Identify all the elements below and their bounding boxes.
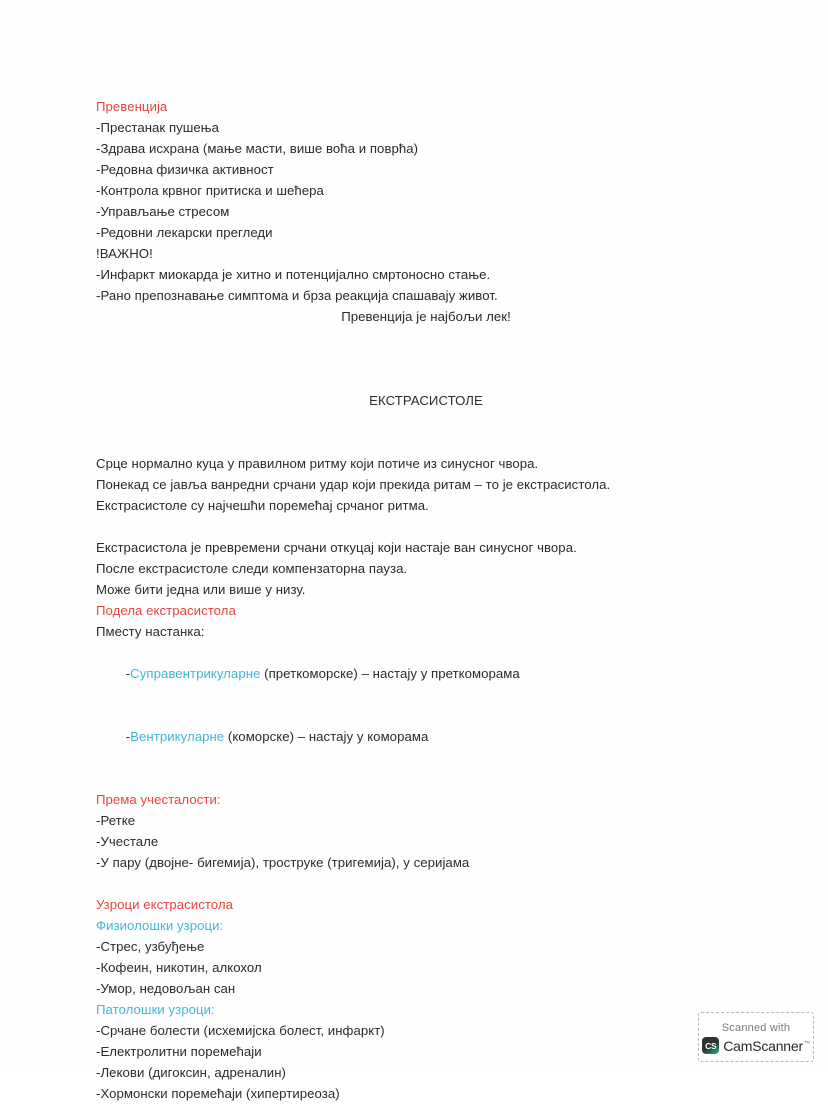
- list-item: -У пару (двојне- бигемија), трострукe (тригемија), у серијама: [96, 855, 470, 870]
- section-ekstrasistole-intro: [96, 453, 756, 516]
- trademark-icon: ™: [803, 1040, 810, 1047]
- paragraph-line: Може бити једна или више у низу.: [96, 582, 306, 597]
- paragraph-line: Екстрасистоле су најчешћи поремећај срчаног ритма.: [96, 498, 429, 513]
- section-spacer: [96, 516, 756, 537]
- subsection-heading: Патолошки узроци:: [96, 1002, 215, 1017]
- watermark-brand-row: [702, 1037, 810, 1054]
- list-item: -Умор, недовољан сан: [96, 981, 236, 996]
- document-body: [96, 96, 756, 1104]
- page-title: ЕКСТРАСИСТОЛЕ: [369, 393, 483, 408]
- list-item: -Хормонски поремећаји (хипертиреоза): [96, 1086, 340, 1101]
- closing-slogan: Превенција је најбољи лек!: [341, 309, 511, 324]
- section-heading: Узроци екстрасистола: [96, 897, 234, 912]
- term-highlight: Суправентрикуларне: [130, 666, 261, 681]
- list-item: -Лекови (дигоксин, адреналин): [96, 1065, 286, 1080]
- list-item: [96, 642, 756, 705]
- term-highlight: Вентрикуларне: [130, 729, 225, 744]
- watermark-brand-text: CamScanner: [723, 1037, 803, 1054]
- subsection-heading: Физиолошки узроци:: [96, 918, 224, 933]
- list-item: -Инфаркт миокарда је хитно и потенцијално смртоносно стање.: [96, 267, 491, 282]
- list-item: -Учестале: [96, 834, 159, 849]
- section-ekstrasistole-title: [96, 390, 756, 411]
- list-item: -Редовна физичка активност: [96, 162, 274, 177]
- camscanner-logo-icon: CS: [702, 1037, 719, 1054]
- watermark-scanned-with-label: Scanned with: [721, 1022, 791, 1034]
- list-item: [96, 705, 756, 768]
- section-heading: Превенција: [96, 99, 168, 114]
- list-item: -Кофеин, никотин, алкохол: [96, 960, 262, 975]
- section-spacer: [96, 768, 756, 789]
- paragraph-line: Понекад се јавља ванредни срчани удар који прекида ритам – то је екстрасистола.: [96, 477, 611, 492]
- section-heading: Према учесталости:: [96, 792, 221, 807]
- section-ucestalost: [96, 789, 756, 873]
- list-item: -Рано препознавање симптома и брза реакција спашавају живот.: [96, 288, 498, 303]
- section-prevencija: [96, 96, 756, 327]
- section-spacer: [96, 873, 756, 894]
- paragraph-line: После екстрасистоле следи компензаторна пауза.: [96, 561, 408, 576]
- list-item: -Стрес, узбуђење: [96, 939, 205, 954]
- list-item: -Ретке: [96, 813, 136, 828]
- term-description: (коморске) – настају у коморама: [224, 729, 429, 744]
- camscanner-watermark: [698, 1012, 814, 1062]
- list-item: -Контрола крвног притиска и шећера: [96, 183, 324, 198]
- list-item: -Електролитни поремећаји: [96, 1044, 262, 1059]
- section-ekstrasistole-definition: [96, 537, 756, 768]
- list-item: -Редовни лекарски прегледи: [96, 225, 273, 240]
- list-item: -Престанак пушења: [96, 120, 219, 135]
- section-spacer: [96, 411, 756, 453]
- watermark-brand-name: [723, 1038, 810, 1054]
- list-item: -Управљање стресом: [96, 204, 230, 219]
- term-description: (преткоморске) – настају у преткоморама: [260, 666, 520, 681]
- list-bullet-dash: -: [125, 666, 131, 681]
- paragraph-line: Срце нормално куца у правилном ритму који потиче из синусног чвора.: [96, 456, 539, 471]
- section-heading: Подела екстрасистола: [96, 603, 236, 618]
- subsection-label: Пместу настанка:: [96, 624, 205, 639]
- section-spacer: [96, 327, 756, 390]
- list-item: -Срчане болести (исхемијска болест, инфаркт): [96, 1023, 385, 1038]
- section-uzroci: [96, 894, 756, 1104]
- list-item: -Здрава исхрана (мање масти, више воћа и поврћа): [96, 141, 419, 156]
- list-bullet-dash: -: [125, 729, 131, 744]
- important-note: !ВАЖНО!: [96, 246, 153, 261]
- paragraph-line: Екстрасистола је превремени срчани откуцај који настаје ван синусног чвора.: [96, 540, 577, 555]
